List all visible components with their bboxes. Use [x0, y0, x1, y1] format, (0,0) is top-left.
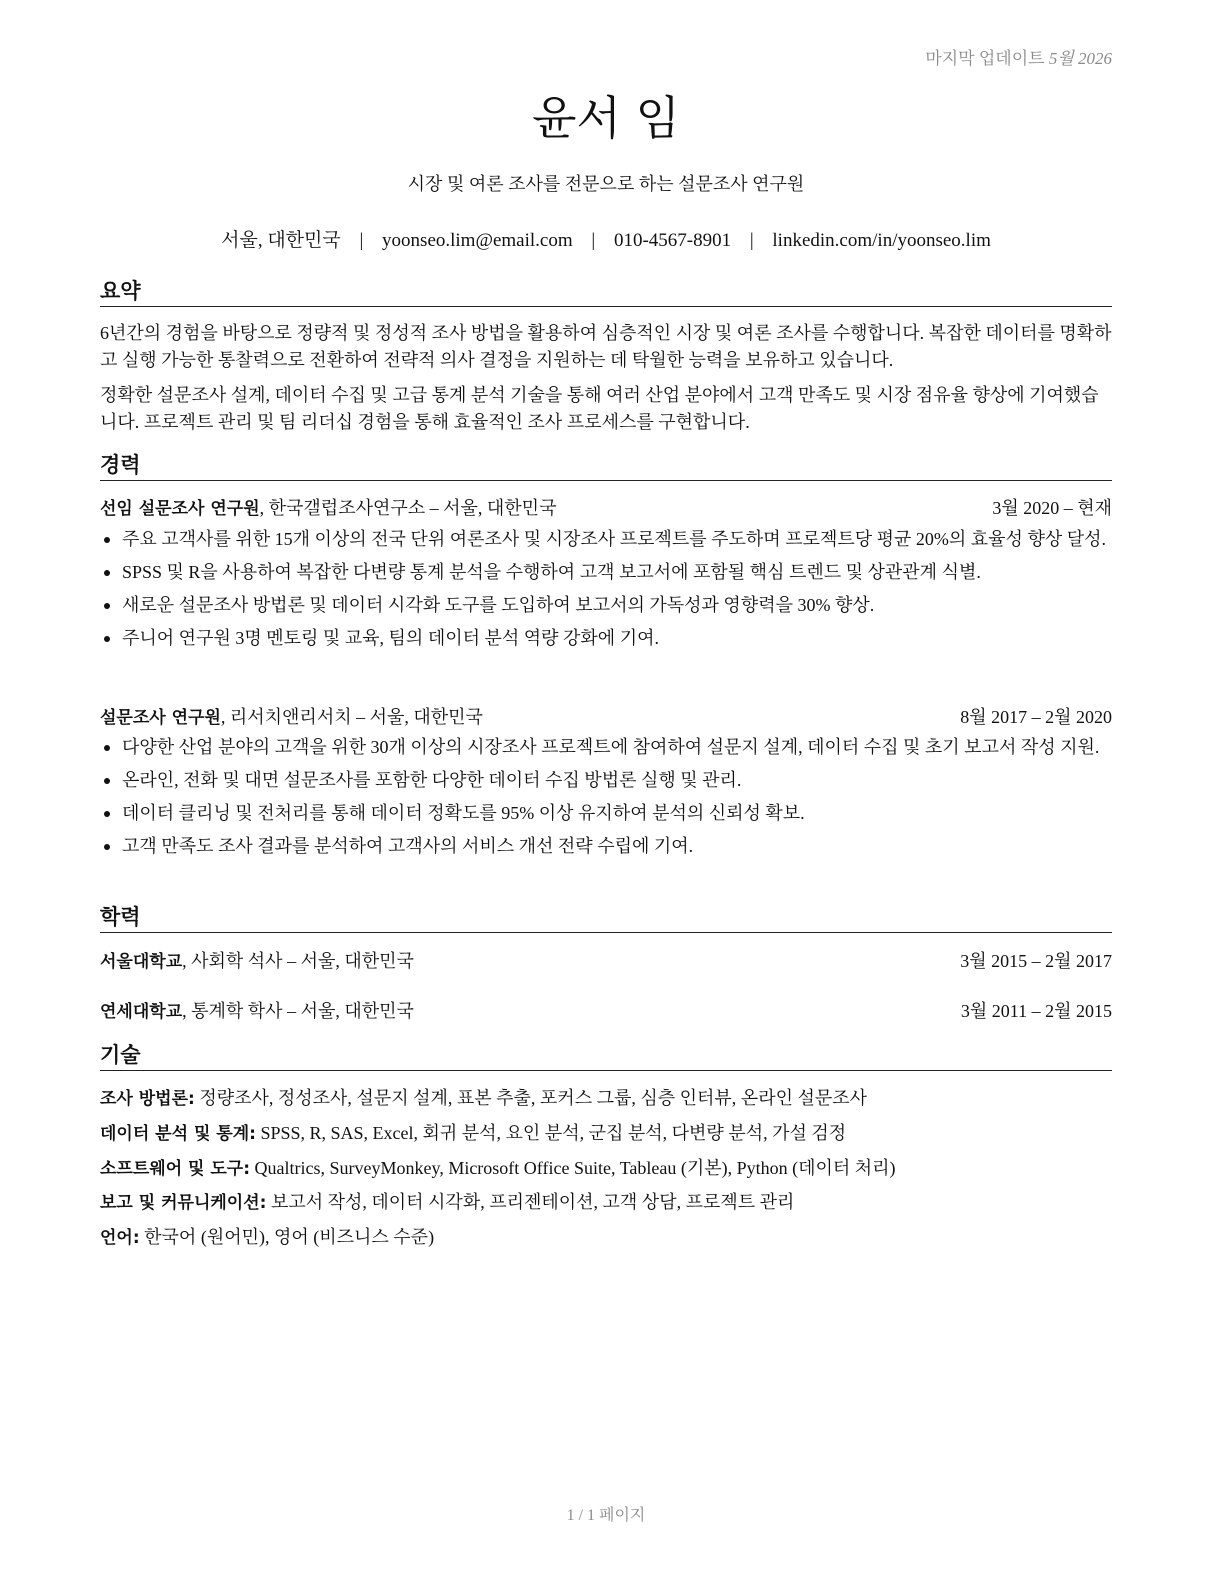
section-heading-skills: 기술: [100, 1042, 1112, 1071]
candidate-name: 윤서 임: [532, 91, 680, 145]
school-name: 연세대학교: [100, 1002, 183, 1022]
job-dates: 8월 2017 – 2월 2020: [960, 707, 1112, 727]
school-name: 서울대학교: [100, 952, 183, 972]
job-dates: 3월 2020 – 현재: [992, 498, 1112, 518]
job-header: [100, 705, 1112, 730]
education-title-line: [100, 999, 414, 1024]
list-item: 주요 고객사를 위한 15개 이상의 전국 단위 여론조사 및 시장조사 프로젝트를 주도하며 프로젝트당 평균 20%의 효율성 향상 달성.: [100, 526, 1112, 553]
job-bullets: [100, 734, 1112, 866]
job-title-line: [100, 496, 556, 521]
list-item: 다양한 산업 분야의 고객을 위한 30개 이상의 시장조사 프로젝트에 참여하여 설문지 설계, 데이터 수집 및 초기 보고서 작성 지원.: [100, 734, 1112, 761]
list-item: 새로운 설문조사 방법론 및 데이터 시각화 도구를 도입하여 보고서의 가독성과 영향력을 30% 향상.: [100, 592, 1112, 619]
skill-label: 소프트웨어 및 도구:: [100, 1159, 251, 1179]
education-detail: , 사회학 석사 – 서울, 대한민국: [182, 951, 414, 971]
contact-location: 서울, 대한민국: [221, 230, 341, 251]
skill-value: 정량조사, 정성조사, 설문지 설계, 표본 추출, 포커스 그룹, 심층 인터뷰, 온라인 설문조사: [194, 1088, 868, 1108]
education-title-line: [100, 949, 414, 974]
last-updated-date: 5월 2026: [1048, 49, 1112, 68]
list-item: 데이터 클리닝 및 전처리를 통해 데이터 정확도를 95% 이상 유지하여 분석의 신뢰성 확보.: [100, 800, 1112, 827]
contact-linkedin[interactable]: linkedin.com/in/yoonseo.lim: [772, 230, 991, 251]
section-heading-experience: 경력: [100, 452, 1112, 481]
skill-label: 데이터 분석 및 통계:: [100, 1124, 256, 1144]
list-item: SPSS 및 R을 사용하여 복잡한 다변량 통계 분석을 수행하여 고객 보고서에 포함될 핵심 트렌드 및 상관관계 식별.: [100, 559, 1112, 586]
skill-value: Qualtrics, SurveyMonkey, Microsoft Office Suite, Tableau (기본), Python (데이터 처리): [250, 1158, 896, 1178]
job-organization: , 한국갤럽조사연구소 – 서울, 대한민국: [259, 498, 557, 518]
skill-line: [100, 1156, 1112, 1181]
contact-email[interactable]: yoonseo.lim@email.com: [382, 230, 573, 251]
resume-page: [100, 0, 1112, 1584]
last-updated: [925, 44, 1112, 69]
list-item: 온라인, 전화 및 대면 설문조사를 포함한 다양한 데이터 수집 방법론 실행 및 관리.: [100, 767, 1112, 794]
job-bullets: [100, 526, 1112, 658]
contact-line: [100, 225, 1112, 252]
list-item: 고객 만족도 조사 결과를 분석하여 고객사의 서비스 개선 전략 수립에 기여.: [100, 833, 1112, 860]
skill-label: 언어:: [100, 1228, 140, 1248]
last-updated-label: 마지막 업데이트: [925, 49, 1045, 68]
education-item: [100, 949, 1112, 974]
skill-line: [100, 1086, 1112, 1111]
summary-paragraph: 6년간의 경험을 바탕으로 정량적 및 정성적 조사 방법을 활용하여 심층적인 시장 및 여론 조사를 수행합니다. 복잡한 데이터를 명확하고 실행 가능한 통찰력으로 전환하여 전략적 의사 결정을 지원하는 데 탁월한 능력을 보유하고 있습니다.: [100, 323, 1112, 370]
job-title-line: [100, 705, 483, 730]
job-title: 선임 설문조사 연구원: [100, 499, 260, 519]
contact-separator: |: [359, 230, 364, 251]
summary-paragraph: 정확한 설문조사 설계, 데이터 수집 및 고급 통계 분석 기술을 통해 여러 산업 분야에서 고객 만족도 및 시장 점유율 향상에 기여했습니다. 프로젝트 관리 및 팀 리더십 경험을 통해 효율적인 조사 프로세스를 구현합니다.: [100, 385, 1099, 432]
list-item: 주니어 연구원 3명 멘토링 및 교육, 팀의 데이터 분석 역량 강화에 기여.: [100, 625, 1112, 652]
job-header: [100, 496, 1112, 521]
skill-line: [100, 1121, 1112, 1146]
contact-separator: |: [749, 230, 754, 251]
section-heading-summary: 요약: [100, 278, 1112, 307]
job-organization: , 리서치앤리서치 – 서울, 대한민국: [220, 707, 483, 727]
skill-line: [100, 1225, 1112, 1250]
education-item: [100, 999, 1112, 1024]
section-heading-education: 학력: [100, 904, 1112, 933]
education-dates: 3월 2015 – 2월 2017: [960, 951, 1112, 971]
education-detail: , 통계학 학사 – 서울, 대한민국: [182, 1001, 414, 1021]
skill-label: 보고 및 커뮤니케이션:: [100, 1193, 267, 1213]
page-number: 1 / 1 페이지: [566, 1507, 646, 1524]
skill-value: 한국어 (원어민), 영어 (비즈니스 수준): [139, 1227, 435, 1247]
skill-label: 조사 방법론:: [100, 1089, 195, 1109]
skill-value: 보고서 작성, 데이터 시각화, 프리젠테이션, 고객 상담, 프로젝트 관리: [266, 1192, 795, 1212]
education-dates: 3월 2011 – 2월 2015: [960, 1001, 1112, 1021]
skill-line: [100, 1190, 1112, 1215]
contact-phone[interactable]: 010-4567-8901: [613, 230, 732, 251]
candidate-headline: 시장 및 여론 조사를 전문으로 하는 설문조사 연구원: [407, 174, 805, 194]
job-title: 설문조사 연구원: [100, 708, 221, 728]
contact-separator: |: [591, 230, 596, 251]
skill-value: SPSS, R, SAS, Excel, 회귀 분석, 요인 분석, 군집 분석, 다변량 분석, 가설 검정: [255, 1123, 847, 1143]
